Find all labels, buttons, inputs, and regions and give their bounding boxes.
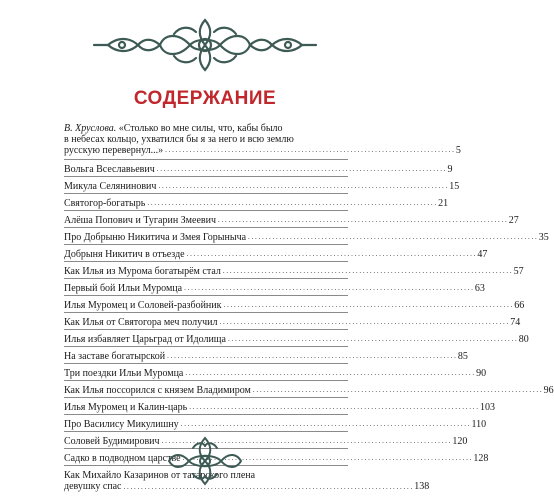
- toc-entry[interactable]: [64, 215, 519, 226]
- entry-title: Садко в подводном царстве: [64, 453, 181, 464]
- entry-title: Вольга Всеславьевич: [64, 164, 155, 175]
- divider: [64, 176, 348, 177]
- page-number: 21: [438, 198, 449, 209]
- leader-dots: [185, 367, 474, 379]
- page-number: 63: [474, 283, 485, 294]
- divider: [64, 244, 348, 245]
- toc-entry[interactable]: [64, 419, 487, 430]
- toc-entry[interactable]: [64, 249, 488, 260]
- divider: [64, 295, 348, 296]
- entry-title: Как Илья поссорился с князем Владимиром: [64, 385, 251, 396]
- intro-line-3: русскую перевернул...»: [64, 145, 164, 156]
- page-number: 74: [510, 317, 521, 328]
- celtic-knot-ornament-small-icon: [165, 434, 245, 488]
- divider: [64, 431, 348, 432]
- page-number: 103: [479, 402, 495, 413]
- page-number: 15: [449, 181, 460, 192]
- entry-title: Добрыня Никитич в отъезде: [64, 249, 185, 260]
- toc-entry[interactable]: [64, 317, 521, 328]
- page-number: 120: [452, 436, 468, 447]
- intro-line-1: «Столько во мне силы, что, кабы было: [116, 123, 283, 134]
- page-number: 138: [414, 481, 430, 492]
- leader-dots: [184, 282, 473, 294]
- divider: [64, 397, 348, 398]
- page-title: СОДЕРЖАНИЕ: [133, 88, 277, 109]
- divider: [64, 278, 348, 279]
- entry-title: Алёша Попович и Тугарин Змеевич: [64, 215, 216, 226]
- toc-entry[interactable]: [64, 232, 549, 243]
- page-number: 5: [455, 145, 461, 156]
- page-number: 35: [538, 232, 549, 243]
- toc-entry[interactable]: [64, 300, 525, 311]
- page-number: 47: [477, 249, 488, 260]
- intro-author: В. Хруслова.: [64, 123, 117, 134]
- leader-dots: [218, 214, 507, 226]
- entry-title: Илья Муромец и Калин-царь: [64, 402, 188, 413]
- page-number: 27: [508, 215, 519, 226]
- page-number: 66: [514, 300, 525, 311]
- divider: [64, 261, 348, 262]
- entry-title: Илья избавляет Царьград от Идолища: [64, 334, 226, 345]
- entry-title: Про Василису Микулишну: [64, 419, 179, 430]
- page-number: 110: [471, 419, 487, 430]
- leader-dots: [224, 299, 513, 311]
- divider: [64, 193, 348, 194]
- leader-dots: [187, 248, 476, 260]
- toc-entry[interactable]: [64, 266, 524, 277]
- leader-dots: [219, 316, 508, 328]
- page-number: 128: [473, 453, 489, 464]
- toc-entry[interactable]: [64, 283, 485, 294]
- entry-title-line-1: Как Михайло Казаринов от татарского плена: [64, 470, 256, 481]
- toc-entry-intro[interactable]: [64, 123, 461, 158]
- divider: [64, 227, 348, 228]
- page-number: 85: [457, 351, 468, 362]
- entry-title: Святогор-богатырь: [64, 198, 146, 209]
- toc-entry[interactable]: [64, 385, 554, 396]
- page-number: 90: [476, 368, 487, 379]
- entry-title: На заставе богатырской: [64, 351, 166, 362]
- celtic-knot-ornament-icon: [90, 12, 320, 78]
- entry-title: Как Илья от Святогора меч получил: [64, 317, 218, 328]
- leader-dots: [253, 384, 542, 396]
- divider: [64, 346, 348, 347]
- divider: [64, 210, 348, 211]
- leader-dots: [248, 231, 537, 243]
- entry-title: Соловей Будимирович: [64, 436, 160, 447]
- entry-title: Первый бой Ильи Муромца: [64, 283, 183, 294]
- divider: [64, 329, 348, 330]
- toc-entry[interactable]: [64, 334, 529, 345]
- leader-dots: [167, 350, 456, 362]
- leader-dots: [157, 163, 446, 175]
- page-number: 57: [513, 266, 524, 277]
- divider: [64, 159, 348, 160]
- divider: [64, 380, 348, 381]
- entry-title: Микула Селянинович: [64, 181, 157, 192]
- entry-title: Три поездки Ильи Муромца: [64, 368, 184, 379]
- page-number: 80: [518, 334, 529, 345]
- divider: [64, 312, 348, 313]
- page-number: 96: [543, 385, 554, 396]
- divider: [64, 414, 348, 415]
- toc-entry[interactable]: [64, 181, 460, 192]
- leader-dots: [147, 197, 436, 209]
- toc-entry[interactable]: [64, 402, 495, 413]
- leader-dots: [189, 401, 478, 413]
- toc-entry[interactable]: [64, 164, 453, 175]
- entry-title: Как Илья из Мурома богатырём стал: [64, 266, 221, 277]
- toc-entry[interactable]: [64, 368, 487, 379]
- entry-title: Илья Муромец и Соловей-разбойник: [64, 300, 222, 311]
- leader-dots: [165, 144, 454, 156]
- entry-title-line-2: девушку спас: [64, 481, 122, 492]
- toc-entry[interactable]: [64, 351, 468, 362]
- toc-entry[interactable]: [64, 198, 449, 209]
- leader-dots: [181, 418, 470, 430]
- intro-line-2: в небесах кольцо, ухватился бы я за него и всю землю: [64, 134, 294, 145]
- page-number: 9: [447, 164, 453, 175]
- divider: [64, 363, 348, 364]
- leader-dots: [223, 265, 512, 277]
- leader-dots: [158, 180, 447, 192]
- leader-dots: [228, 333, 517, 345]
- entry-title: Про Добрыню Никитича и Змея Горыныча: [64, 232, 247, 243]
